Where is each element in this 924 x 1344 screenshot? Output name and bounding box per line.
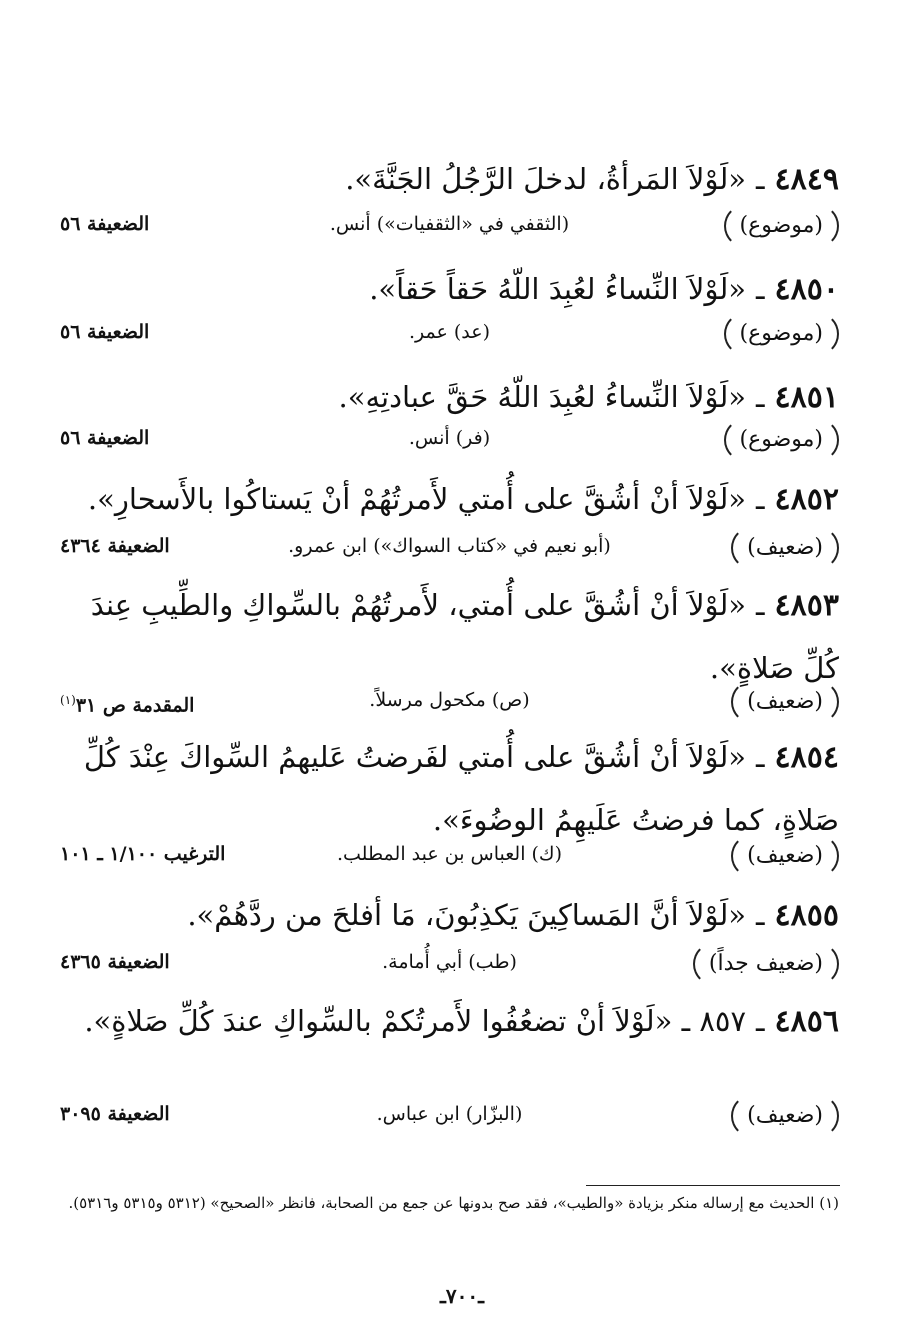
source-attribution: (طب) أبي أُمامة.: [382, 951, 517, 973]
grade-badge: (ضعيف): [731, 834, 839, 878]
hadith-text: «لَوْلاَ النِّساءُ لعُبِدَ اللّهُ حَقَّ عبادتِهِ».: [338, 380, 747, 414]
reference: الضعيفة ٥٦: [60, 321, 150, 343]
hadith-number: ٤٨٥٤: [774, 740, 839, 775]
grade-badge: (موضوع): [724, 204, 840, 248]
hadith-number: ٤٨٥٣: [774, 588, 839, 623]
source-row: [60, 526, 839, 570]
hadith-number: ٤٨٤٩: [774, 162, 839, 197]
grade-badge: (موضوع): [724, 312, 840, 356]
hadith-number: ٤٨٥١: [774, 380, 839, 415]
dash-separator: ـ: [756, 162, 765, 196]
grade-badge: (ضعيف جداً): [693, 942, 839, 986]
grade-badge: (موضوع): [724, 418, 840, 462]
reference: الضعيفة ٤٣٦٤: [60, 535, 170, 557]
hadith-number: ٤٨٥٢: [774, 482, 839, 517]
hadith-text: «لَوْلاَ النِّساءُ لعُبِدَ اللّهُ حَقاً حَقاً».: [369, 272, 747, 306]
hadith-entry: [70, 884, 839, 947]
grade-badge: (ضعيف): [731, 526, 839, 570]
reference-text: المقدمة ص ٣١: [75, 694, 195, 717]
dash-separator: ـ: [756, 588, 765, 622]
source-row: [60, 204, 839, 248]
grade-badge: (ضعيف): [731, 1094, 839, 1138]
source-row: [60, 1094, 839, 1138]
dash-separator: ـ: [756, 1004, 765, 1038]
source-attribution: (ص) مكحول مرسلاً.: [369, 689, 530, 711]
source-row: [60, 418, 839, 462]
grade-badge: (ضعيف): [731, 680, 839, 724]
hadith-text: «لَوْلاَ أنْ أشُقَّ على أُمتي لفَرضتُ عَليهمُ السِّواكَ عِنْدَ كُلِّ صَلاةٍ، كما فرضتُ عَلَيهِمُ الوضُوءَ».: [83, 740, 839, 837]
footnote-marker: (١): [60, 693, 76, 707]
hadith-number: ٤٨٥٦: [774, 1004, 839, 1039]
hadith-text: «لَوْلاَ أنْ أشُقَّ على أُمتي لأَمرتُهُمْ أنْ يَستاكُوا بالأَسحارِ».: [87, 482, 747, 516]
reference: الضعيفة ٣٠٩٥: [60, 1103, 170, 1125]
hadith-text: «لَوْلاَ أنْ أشُقَّ على أُمتي، لأَمرتُهُمْ بالسِّواكِ والطِّيبِ عِندَ كُلِّ صَلاةٍ».: [90, 588, 839, 685]
reference: الترغيب ١/١٠٠ ـ ١٠١: [60, 843, 226, 865]
reference: الضعيفة ٥٦: [60, 213, 150, 235]
source-attribution: (الثقفي في «الثقفيات») أنس.: [329, 213, 570, 235]
hadith-entry: [70, 726, 839, 851]
footnote: (١) الحديث مع إرساله منكر بزيادة «والطيب»، فقد صح بدونها عن جمع من الصحابة، فانظر «الصحيح» (٥٣١٢ و٥٣١٥ و٥٣١٦).: [68, 1194, 839, 1212]
source-attribution: (البزّار) ابن عباس.: [376, 1103, 523, 1125]
dash-separator: ـ: [756, 898, 765, 932]
source-row: [60, 680, 839, 724]
reference: الضعيفة ٥٦: [60, 427, 150, 449]
footnote-divider: [586, 1185, 840, 1186]
hadith-number: ٤٨٥٠: [774, 272, 839, 307]
source-row: [60, 312, 839, 356]
dash-separator: ـ: [756, 740, 765, 774]
hadith-number: ٤٨٥٥: [774, 898, 839, 933]
source-row: [60, 942, 839, 986]
hadith-text: «لَوْلاَ أنَّ المَساكِينَ يَكذِبُونَ، مَا أفلحَ من ردَّهُمْ».: [187, 898, 747, 932]
source-attribution: (أبو نعيم في «كتاب السواك») ابن عمرو.: [288, 535, 611, 557]
hadith-text: ٨٥٧ ـ «لَوْلاَ أنْ تضعُفُوا لأَمرتُكمْ بالسِّواكِ عندَ كُلِّ صَلاةٍ».: [84, 1004, 747, 1038]
dash-separator: ـ: [756, 272, 765, 306]
source-attribution: (عد) عمر.: [408, 321, 491, 343]
hadith-entry: [70, 468, 839, 531]
source-row: [60, 834, 839, 878]
hadith-text: «لَوْلاَ المَرأةُ، لدخلَ الرَّجُلُ الجَنَّةَ».: [345, 162, 747, 196]
dash-separator: ـ: [756, 482, 765, 516]
source-attribution: (ك) العباس بن عبد المطلب.: [336, 843, 562, 865]
hadith-entry: [70, 990, 839, 1053]
dash-separator: ـ: [756, 380, 765, 414]
hadith-entry: [70, 148, 839, 211]
page-number: ـ٧٠٠ـ: [440, 1284, 484, 1308]
reference: الضعيفة ٤٣٦٥: [60, 951, 170, 973]
reference: [60, 680, 194, 725]
source-attribution: (فر) أنس.: [408, 427, 491, 449]
